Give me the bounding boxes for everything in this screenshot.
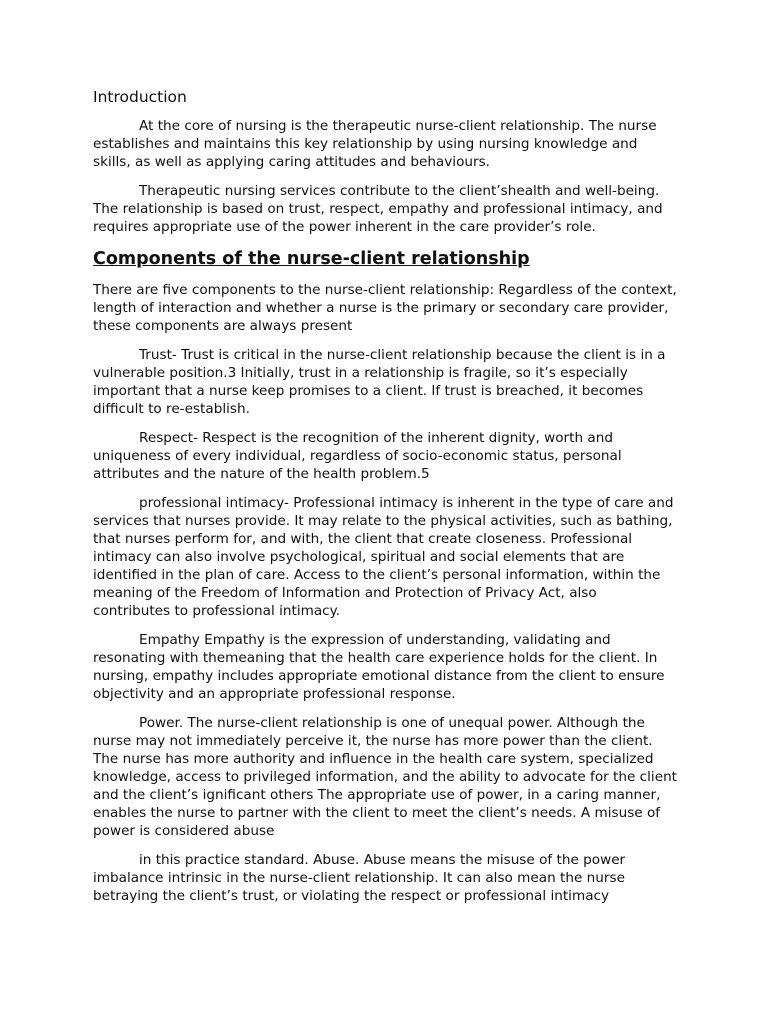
intro-paragraph-2: Therapeutic nursing services contribute to the client’shealth and well-being. The relationship is based on trust, respect, empathy and professional intimacy, and requires appropriate use of the power inherent in the care provider’s role. (93, 183, 663, 235)
components-heading: Components of the nurse-client relationship (93, 249, 530, 269)
intro-paragraph-1: At the core of nursing is the therapeutic nurse-client relationship. The nurse establishes and maintains this key relationship by using nursing knowledge and skills, as well as applying caring attitudes and behaviours. (93, 118, 657, 170)
trust-paragraph: Trust- Trust is critical in the nurse-client relationship because the client is in a vulnerable position.3 Initially, trust in a relationship is fragile, so it’s especially important that a nurse keep promises to a client. If trust is breached, it becomes difficult to re-establish. (93, 347, 666, 417)
power-paragraph: Power. The nurse-client relationship is one of unequal power. Although the nurse may not immediately perceive it, the nurse has more power than the client. The nurse has more authority and influence in the health care system, specialized knowledge, access to privileged information, and the ability to advocate for the client and the client’s ignificant others The appropriate use of power, in a caring manner, enables the nurse to partner with the client to meet the client’s needs. A misuse of power is considered abuse (93, 715, 678, 839)
respect-paragraph: Respect- Respect is the recognition of the inherent dignity, worth and uniqueness of every individual, regardless of socio-economic status, personal attributes and the nature of the health problem.5 (93, 430, 622, 482)
introduction-heading: Introduction (93, 88, 187, 106)
abuse-paragraph: in this practice standard. Abuse. Abuse means the misuse of the power imbalance intrinsic in the nurse-client relationship. It can also mean the nurse betraying the client’s trust, or violating the respect or professional intimacy (93, 852, 626, 904)
components-intro-paragraph: There are five components to the nurse-client relationship: Regardless of the context, length of interaction and whether a nurse is the primary or secondary care provider, these components are always present (93, 282, 677, 334)
empathy-paragraph: Empathy Empathy is the expression of understanding, validating and resonating with themeaning that the health care experience holds for the client. In nursing, empathy includes appropriate emotional distance from the client to ensure objectivity and an appropriate professional response. (93, 632, 665, 702)
professional-intimacy-paragraph: professional intimacy- Professional intimacy is inherent in the type of care and services that nurses provide. It may relate to the physical activities, such as bathing, that nurses perform for, and with, the client that create closeness. Professional intimacy can also involve psychological, spiritual and social elements that are identified in the plan of care. Access to the client’s personal information, within the meaning of the Freedom of Information and Protection of Privacy Act, also contributes to professional intimacy. (93, 495, 674, 619)
